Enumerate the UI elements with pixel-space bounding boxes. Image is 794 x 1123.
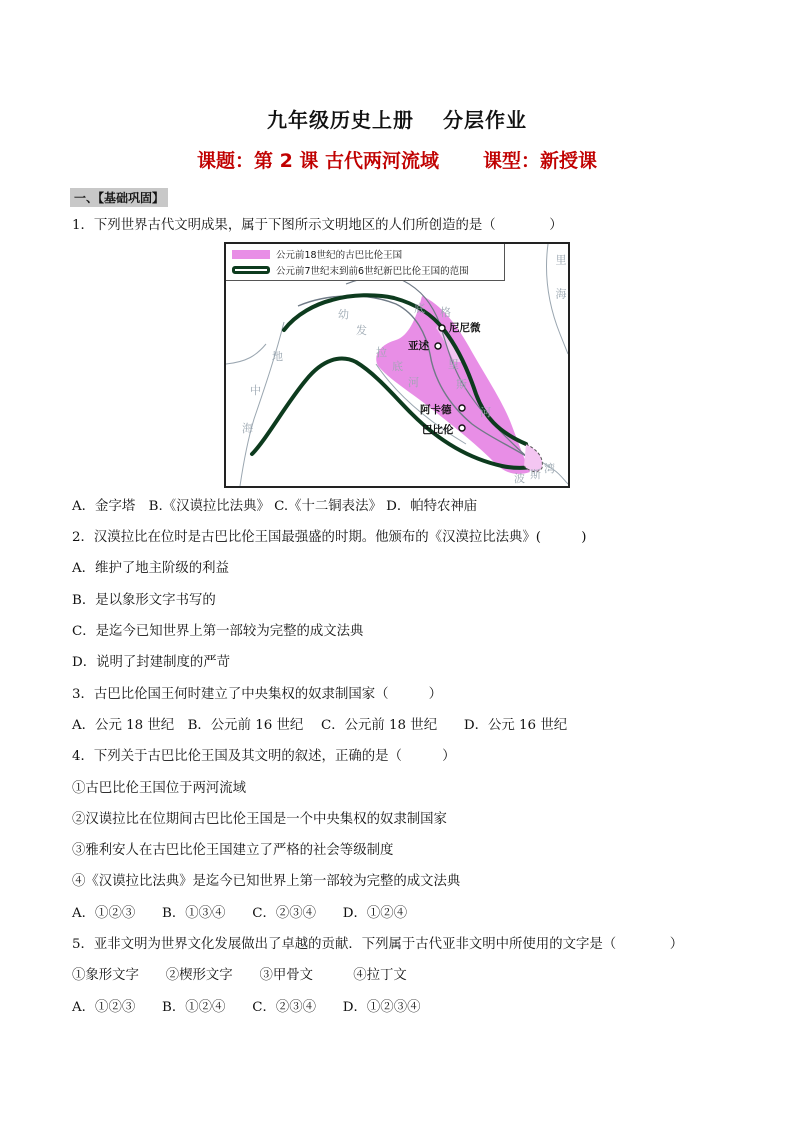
city-marker-nineveh	[439, 325, 445, 331]
river-char: 底	[392, 360, 403, 373]
city-label-akkad: 阿卡德	[420, 404, 452, 416]
map-legend	[226, 244, 505, 281]
legend-item-old-babylon	[232, 247, 402, 261]
river-char: 里	[448, 358, 459, 371]
legend-label-old-babylon: 公元前18世纪的古巴比伦王国	[276, 250, 403, 261]
question-4-options: A．①②③ B．①③④ C．②③④ D．①②④	[72, 906, 408, 921]
legend-swatch-pink	[232, 250, 270, 259]
question-3: 3．古巴比伦国王何时建立了中央集权的奴隶制国家（ ）	[72, 687, 443, 702]
question-4-statement-1: ①古巴比伦王国位于两河流域	[72, 781, 247, 796]
sea-char: 海	[242, 422, 253, 435]
question-2-option-d: D．说明了封建制度的严苛	[72, 655, 231, 670]
question-5: 5．亚非文明为世界文化发展做出了卓越的贡献．下列属于古代亚非文明中所使用的文字是（ ）	[72, 937, 684, 952]
page-title: 九年级历史上册 分层作业	[267, 108, 527, 132]
question-5-options: A．①②③ B．①②④ C．②③④ D．①②③④	[72, 1000, 421, 1015]
question-2: 2．汉漠拉比在位时是古巴比伦王国最强盛的时期。他颁布的《汉漠拉比法典》( )	[72, 530, 587, 545]
river-char: 底	[414, 302, 425, 315]
river-char: 斯	[456, 378, 467, 391]
sea-char: 波	[514, 472, 525, 485]
sea-char: 斯	[530, 468, 541, 481]
section-basic-consolidation: 一、【基础巩固】	[70, 188, 168, 207]
sea-char: 海	[554, 288, 567, 299]
question-1-options: A．金字塔 B.《汉谟拉比法典》 C.《十二铜表法》 D．帕特农神庙	[72, 499, 478, 514]
coast-detail	[226, 344, 266, 364]
question-2-option-a: A．维护了地主阶级的利益	[72, 561, 229, 576]
river-char: 格	[440, 306, 451, 319]
river-char: 河	[408, 376, 419, 389]
legend-label-new-babylon: 公元前7世纪末到前6世纪新巴比伦王国的范围	[276, 266, 469, 277]
question-1: 1．下列世界古代文明成果，属于下图所示文明地区的人们所创造的是（ ）	[72, 218, 563, 233]
legend-item-new-babylon	[232, 263, 469, 277]
question-4-statement-3: ③雅利安人在古巴比伦王国建立了严格的社会等级制度	[72, 843, 394, 858]
river-char: 河	[480, 406, 491, 419]
sea-char: 湾	[544, 462, 555, 475]
mesopotamia-map	[224, 242, 570, 488]
lesson-type: 课型：新授课	[483, 150, 598, 172]
city-marker-akkad	[459, 405, 465, 411]
city-marker-babylon	[459, 425, 465, 431]
river-char: 拉	[376, 346, 387, 359]
mediterranean-coastline	[240, 322, 284, 486]
lesson-subtitle	[0, 146, 794, 173]
question-3-options: A．公元 18 世纪 B．公元前 16 世纪 C．公元前 18 世纪 D．公元 16 世纪	[72, 718, 568, 733]
lesson-topic: 课题：第 2 课 古代两河流域	[196, 150, 440, 172]
question-4-statement-4: ④《汉谟拉比法典》是迄今已知世界上第一部较为完整的成文法典	[72, 874, 461, 889]
question-2-option-b: B．是以象形文字书写的	[72, 593, 216, 608]
sea-char: 地	[272, 350, 283, 363]
city-label-assyria: 亚述	[408, 340, 429, 352]
question-2-option-c: C．是迄今已知世界上第一部较为完整的成文法典	[72, 624, 364, 639]
city-label-babylon: 巴比伦	[422, 424, 454, 436]
legend-swatch-line	[232, 266, 270, 274]
city-marker-assyria	[435, 343, 441, 349]
sea-char: 中	[250, 384, 261, 397]
question-4: 4．下列关于古巴比伦王国及其文明的叙述，正确的是（ ）	[72, 749, 456, 764]
river-char: 幼	[338, 308, 349, 321]
river-char: 发	[356, 324, 367, 337]
question-5-statements: ①象形文字 ②楔形文字 ③甲骨文 ④拉丁文	[72, 968, 407, 983]
city-label-nineveh: 尼尼微	[449, 322, 481, 334]
question-4-statement-2: ②汉谟拉比在位期间古巴比伦王国是一个中央集权的奴隶制国家	[72, 812, 447, 827]
sea-char: 里	[554, 254, 567, 265]
